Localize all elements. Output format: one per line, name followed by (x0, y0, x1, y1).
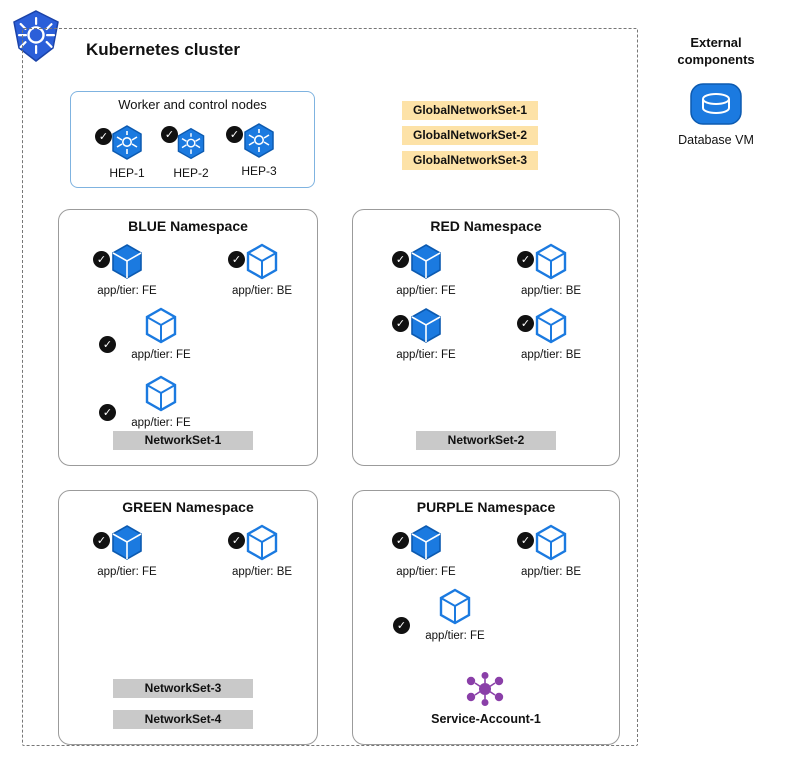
pod-label: app/tier: FE (131, 349, 191, 361)
check-badge: ✓ (95, 128, 112, 145)
check-badge: ✓ (161, 126, 178, 143)
pod-label: app/tier: FE (425, 630, 485, 642)
pod-icon (231, 522, 282, 564)
check-badge: ✓ (517, 315, 534, 332)
pod-label: app/tier: BE (231, 285, 293, 297)
pod-icon (520, 522, 571, 564)
pod-icon (102, 373, 181, 419)
pod-icon (102, 305, 181, 351)
namespace-red (352, 209, 620, 466)
pod-icon (520, 305, 571, 347)
namespace-blue (58, 209, 318, 466)
pod-label: app/tier: FE (396, 349, 456, 361)
service-account-icon (462, 672, 508, 706)
pod-icon (231, 241, 282, 283)
pod-blue-3[interactable] (102, 305, 207, 361)
pod-red-2[interactable] (505, 241, 597, 297)
pod-label: app/tier: BE (520, 566, 582, 578)
namespace-title: PURPLE Namespace (416, 499, 556, 515)
check-badge: ✓ (228, 532, 245, 549)
network-set-3-chip[interactable]: NetworkSet-3 (113, 679, 253, 698)
endpoint-label: HEP-1 (109, 166, 145, 180)
global-network-set-1-chip[interactable]: GlobalNetworkSet-1 (402, 101, 538, 120)
pod-icon (395, 241, 446, 283)
pod-red-1[interactable] (380, 241, 472, 297)
namespace-title: RED Namespace (430, 218, 542, 234)
check-badge: ✓ (392, 532, 409, 549)
pod-icon (96, 241, 147, 283)
pod-label: app/tier: FE (396, 566, 456, 578)
external-components-title-line1: External (690, 35, 742, 50)
pod-icon (396, 586, 475, 632)
pod-green-1[interactable] (81, 522, 173, 578)
pod-purple-1[interactable] (380, 522, 472, 578)
network-set-4-chip[interactable]: NetworkSet-4 (113, 710, 253, 729)
pod-blue-2[interactable] (216, 241, 308, 297)
kubernetes-node-icon (229, 120, 279, 162)
pod-label: app/tier: BE (231, 566, 293, 578)
check-badge: ✓ (392, 251, 409, 268)
check-badge: ✓ (517, 251, 534, 268)
endpoint-label: HEP-3 (241, 164, 277, 178)
pod-blue-1[interactable] (81, 241, 173, 297)
database-vm-icon (688, 78, 744, 130)
namespace-purple (352, 490, 620, 745)
pod-label: app/tier: FE (396, 285, 456, 297)
endpoint-label: HEP-2 (173, 166, 209, 180)
global-network-set-2-chip[interactable]: GlobalNetworkSet-2 (402, 126, 538, 145)
network-set-1-chip[interactable]: NetworkSet-1 (113, 431, 253, 450)
pod-green-2[interactable] (216, 522, 308, 578)
global-network-set-3-chip[interactable]: GlobalNetworkSet-3 (402, 151, 538, 170)
pod-label: app/tier: FE (97, 285, 157, 297)
check-badge: ✓ (392, 315, 409, 332)
pod-purple-2[interactable] (505, 522, 597, 578)
external-components-title-line2: components (677, 52, 755, 67)
pod-label: app/tier: BE (520, 285, 582, 297)
kubernetes-node-icon (98, 122, 147, 164)
cluster-title: Kubernetes cluster (86, 40, 240, 59)
pod-blue-4[interactable] (102, 373, 207, 429)
pod-icon (395, 522, 446, 564)
namespace-title: GREEN Namespace (122, 499, 254, 515)
pod-icon (395, 305, 446, 347)
worker-and-control-nodes-title: Worker and control nodes (118, 97, 267, 112)
namespace-green (58, 490, 318, 745)
pod-red-3[interactable] (380, 305, 472, 361)
pod-label: app/tier: BE (520, 349, 582, 361)
check-badge: ✓ (93, 251, 110, 268)
check-badge: ✓ (393, 617, 410, 634)
pod-icon (520, 241, 571, 283)
check-badge: ✓ (93, 532, 110, 549)
check-badge: ✓ (99, 336, 116, 353)
pod-icon (96, 522, 147, 564)
check-badge: ✓ (228, 251, 245, 268)
pod-red-4[interactable] (505, 305, 597, 361)
check-badge: ✓ (517, 532, 534, 549)
kubernetes-node-icon (164, 122, 211, 164)
namespace-title: BLUE Namespace (128, 218, 248, 234)
check-badge: ✓ (226, 126, 243, 143)
pod-purple-3[interactable] (396, 586, 501, 642)
database-vm-label: Database VM (678, 133, 754, 147)
pod-label: app/tier: FE (131, 417, 191, 429)
network-set-2-chip[interactable]: NetworkSet-2 (416, 431, 556, 450)
host-endpoint-hep-3[interactable] (213, 120, 305, 178)
external-components-title (648, 34, 784, 68)
check-badge: ✓ (99, 404, 116, 421)
pod-label: app/tier: FE (97, 566, 157, 578)
service-account-label: Service-Account-1 (431, 712, 541, 726)
